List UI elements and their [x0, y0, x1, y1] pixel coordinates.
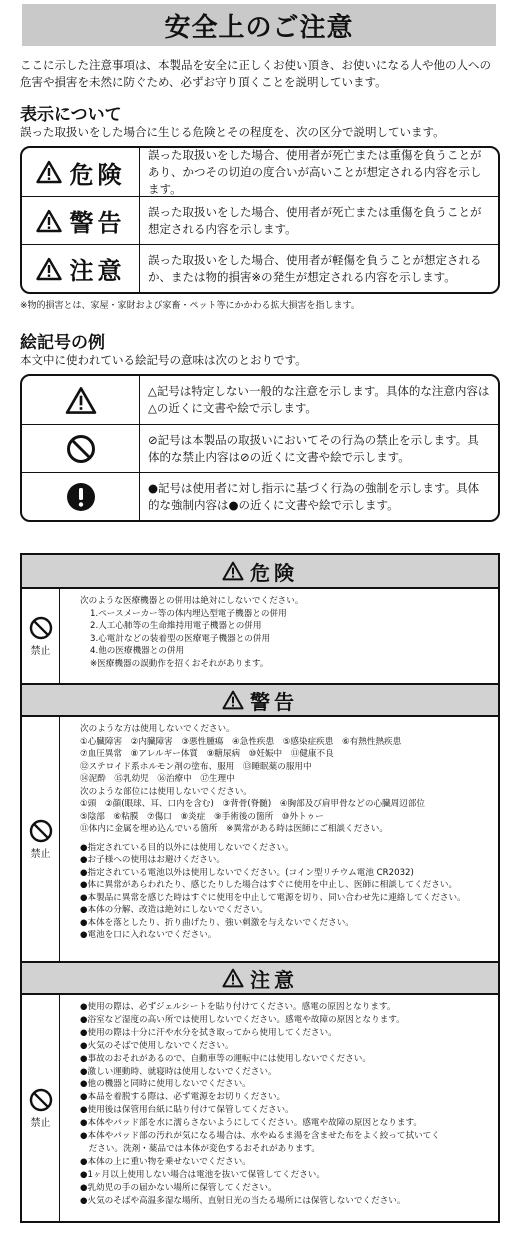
- prohibit-label: 禁止: [30, 1117, 51, 1129]
- display-row-danger: [22, 148, 498, 196]
- danger-line: 4.他の医療機器との併用: [90, 646, 185, 656]
- display-heading: 表示について: [20, 105, 122, 125]
- warning-line: ①頭 ②顔(眼球、耳、口内を含む) ③背骨(脊髄) ④胸部及び肩甲骨などの心臓周辺部位: [80, 799, 426, 809]
- page-title: 安全上のご注意: [164, 12, 354, 43]
- intro-text: ここに示した注意事項は、本製品を安全に正しくお使い頂き、お使いになる人や他の人への危害や損害を未然に防ぐため、必ずお守り頂くことを説明しています。: [20, 58, 492, 89]
- caution-line: ●激しい運動時、就寝時は使用しないでください。: [80, 1066, 277, 1077]
- caution-line: ●使用後は保管用台紙に貼り付けて保管してください。: [80, 1105, 294, 1116]
- danger-header: [22, 555, 498, 587]
- symbol-row: [22, 376, 498, 424]
- warning-line: 次のような部位には使用しないでください。: [80, 786, 252, 797]
- caution-description: 誤った取扱いをした場合、使用者が軽傷を負うことが想定されるか、または物的損害※の発生が想定される内容を示します。: [148, 252, 482, 284]
- warning-triangle-icon: [222, 690, 244, 710]
- warning-line: ⑭泥酔 ⑮乳幼児 ⑯治療中 ⑰生理中: [80, 774, 235, 784]
- warning-line: ⑤陰部 ⑥粘膜 ⑦傷口 ⑧炎症 ⑨手術後の箇所 ⑩外トゥー: [80, 811, 324, 822]
- warning-line: ⑪体内に金属を埋め込んでいる箇所 ※異常がある時は医師にご相談ください。: [80, 824, 388, 834]
- warning-triangle-icon: [36, 209, 62, 233]
- symbol-row: [22, 472, 498, 520]
- symbols-subtitle: 本文中に使われている絵記号の意味は次のとおりです。: [20, 353, 307, 367]
- warning-section: [22, 715, 498, 961]
- danger-line: 次のような医療機器との併用は絶対にしないでください。: [80, 596, 304, 606]
- caution-section: [22, 993, 498, 1221]
- caution-body: [60, 995, 498, 1221]
- prohibition-icon: [29, 1088, 53, 1112]
- warning-line: ①心臓障害 ②内臓障害 ③悪性腫瘍 ④急性疾患 ⑤感染症疾患 ⑥有熱性熱疾患: [80, 736, 402, 747]
- caution-line: ●使用の際は、必ずジェルシートを貼り付けてください。感電の原因となります。: [80, 1002, 396, 1012]
- caution-line: ださい。洗剤・薬品では本体が変色するおそれがあります。: [80, 1143, 320, 1154]
- caution-line: ●事故のおそれがあるので、自動車等の運転中には使用しないでください。: [80, 1053, 371, 1064]
- caution-line: ●本体やパッド部を水に濡らさないようにしてください。感電や故障の原因となります。: [80, 1118, 422, 1129]
- caution-line: ●本体の上に重い物を乗せないでください。: [80, 1156, 251, 1167]
- warning-bullet: ●体に異常があらわれたり、感じたりした場合はすぐに使用を中止し、医師に相談してください。: [80, 880, 458, 890]
- warning-description: 誤った取扱いをした場合、使用者が死亡または重傷を負うことが想定される内容を示します。: [148, 204, 482, 236]
- display-row-warning: [22, 196, 498, 244]
- warning-line: 次のような方は使用しないでください。: [80, 724, 235, 734]
- safety-notice-box: [20, 553, 500, 1223]
- prohibition-icon: [29, 616, 53, 640]
- danger-heading: 危険: [250, 560, 298, 585]
- footnote: ※物的損害とは、家屋・家財および家畜・ペット等にかかわる拡大損害を指します。: [20, 301, 360, 311]
- page-title-bar: [22, 4, 496, 46]
- caution-line: ●1ヶ月以上使用しない場合は電池を抜いて保管してください。: [80, 1169, 325, 1180]
- symbol-row: [22, 424, 498, 472]
- prohibit-label: 禁止: [30, 848, 51, 860]
- caution-heading: 注意: [250, 967, 298, 992]
- caution-line: ●使用の際は十分に汗や水分を拭き取ってから使用してください。: [80, 1027, 337, 1038]
- caution-line: ●火気のそばや高温多湿な場所、直射日光の当たる場所には保管しないでください。: [80, 1195, 406, 1206]
- warning-line: ⑦血圧異常 ⑧アレルギー体質 ⑨糖尿病 ⑩妊娠中 ⑪健康不良: [80, 749, 334, 759]
- danger-label: 危険: [69, 160, 126, 189]
- caution-line: ●乳幼児の手の届かない場所に保管してください。: [80, 1182, 277, 1193]
- danger-body: [60, 589, 498, 683]
- caution-line: ●本品を着脱する際は、必ず電源をお切りください。: [80, 1092, 286, 1103]
- display-subtitle: 誤った取扱いをした場合に生じる危険とその程度を、次の区分で説明しています。: [20, 125, 445, 139]
- caution-line: ●浴室など湿度の高い所では使用しないでください。感電や故障の原因となります。: [80, 1014, 405, 1025]
- symbol-mandatory-text: ●記号は使用者に対し指示に基づく行為の強制を示します。具体的な強制内容は●の近くに文書や絵で示します。: [148, 480, 480, 512]
- warning-bullet: ●指定されている電池以外は使用しないでください。(コイン型リチウム電池 CR2032): [80, 867, 414, 878]
- prohibition-icon: [66, 434, 96, 464]
- warning-heading: 警告: [250, 689, 298, 714]
- prohibition-icon: [29, 819, 53, 843]
- warning-header: [22, 683, 498, 715]
- danger-section: [22, 587, 498, 683]
- caution-line: ●本体やパッド部の汚れが気になる場合は、水やぬるま湯を含ませた布をよく絞って拭いてく: [80, 1131, 440, 1142]
- caution-line: ●他の機器と同時に使用しないでください。: [80, 1079, 251, 1090]
- warning-triangle-icon: [222, 968, 244, 988]
- caution-line: ●火気のそばで使用しないでください。: [80, 1040, 234, 1051]
- warning-bullet: ●本体の分解、改造は絶対にしないでください。: [80, 905, 268, 915]
- warning-line: ⑫ステロイド系ホルモン剤の塗布、服用 ⑬睡眠薬の服用中: [80, 761, 312, 772]
- display-table: [20, 146, 500, 294]
- mandatory-action-icon: [66, 482, 96, 512]
- symbol-prohibition-text: ⊘記号は本製品の取扱いにおいてその行為の禁止を示します。具体的な禁止内容は⊘の近くに文書や絵で示します。: [148, 432, 479, 464]
- warning-triangle-icon: [65, 386, 97, 415]
- warning-triangle-icon: [222, 561, 244, 581]
- caution-header: [22, 961, 498, 993]
- danger-line: 1.ペースメーカー等の体内埋込型電子機器との併用: [90, 608, 287, 619]
- symbols-table: [20, 374, 500, 522]
- warning-triangle-icon: [36, 160, 62, 184]
- danger-line: 2.人工心肺等の生命維持用電子機器との併用: [90, 621, 262, 631]
- warning-bullet: ●お子様への使用はお避けください。: [80, 855, 225, 865]
- warning-bullet: ●本製品に異常を感じた時はすぐに使用を中止して電源を切り、同い合わせ先に連絡してください。: [80, 892, 466, 903]
- warning-triangle-icon: [36, 257, 62, 281]
- danger-line: 3.心電計などの装着型の医療電子機器との併用: [90, 633, 271, 644]
- warning-bullet: ●本体を落としたり、折り曲げたり、強い刺激を与えないでください。: [80, 917, 354, 928]
- display-row-caution: [22, 244, 498, 292]
- caution-label: 注意: [69, 257, 126, 285]
- danger-description: 誤った取扱いをした場合、使用者が死亡または重傷を負うことがあり、かつその切迫の度合いが高いことが想定される内容を示します。: [148, 147, 482, 196]
- symbols-heading: 絵記号の例: [20, 333, 105, 353]
- warning-label: 警告: [69, 209, 126, 237]
- warning-bullet: ●電池を口に入れないでください。: [80, 930, 217, 940]
- symbol-warning-text: △記号は特定しない一般的な注意を示します。具体的な注意内容は△の近くに文書や絵で示します。: [148, 384, 490, 415]
- warning-bullet: ●指定されている目的以外には使用しないでください。: [80, 842, 294, 853]
- warning-body: [60, 717, 498, 961]
- prohibit-label: 禁止: [30, 645, 51, 657]
- danger-line: ※医療機器の誤動作を招くおそれがあります。: [90, 658, 269, 669]
